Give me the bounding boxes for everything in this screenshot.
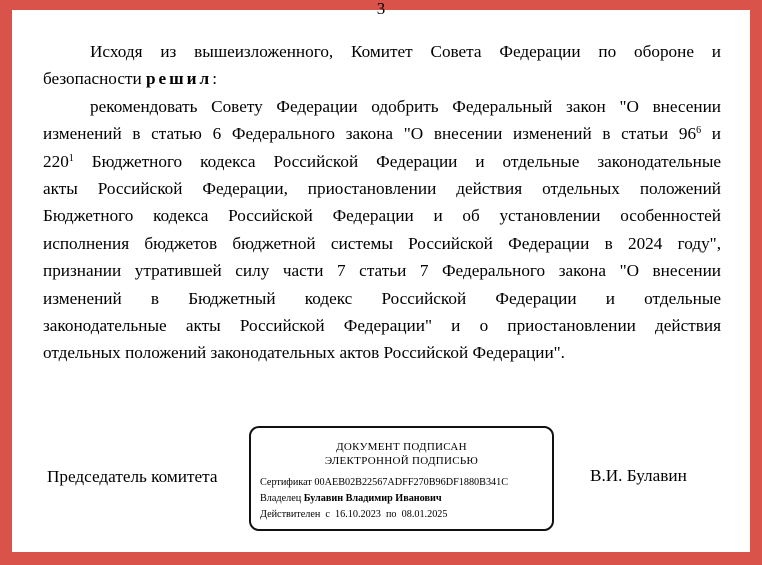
certificate-row bbox=[260, 476, 508, 489]
text-fragment: 220 bbox=[43, 151, 69, 171]
validity-from: 16.10.2023 bbox=[335, 509, 381, 520]
decision-paragraph bbox=[43, 38, 721, 93]
owner-row bbox=[260, 492, 442, 505]
stamp-header-line: ДОКУМЕНТ ПОДПИСАН bbox=[336, 441, 467, 453]
recommendation-paragraph bbox=[43, 93, 721, 367]
text-line: рекомендовать Совету Федерации одобрить Федеральный закон "О внесении bbox=[90, 96, 721, 116]
text-line bbox=[43, 65, 721, 92]
text-line: изменений в Бюджетный кодекс Российской Федерации и отдельные bbox=[43, 288, 721, 308]
certificate-value: 00AEB02B22567ADFF270B96DF1880B341C bbox=[314, 477, 509, 488]
electronic-signature-stamp bbox=[249, 426, 554, 531]
validity-to: 08.01.2025 bbox=[401, 509, 448, 520]
text-line bbox=[43, 148, 721, 175]
text-fragment: : bbox=[212, 69, 217, 89]
document-page bbox=[12, 0, 750, 552]
text-fragment: и bbox=[701, 124, 722, 144]
text-line: исполнения бюджетов бюджетной системы Российской Федерации в 2024 году", bbox=[43, 233, 721, 253]
superscript: 1 bbox=[68, 152, 74, 164]
stamp-header-line: ЭЛЕКТРОННОЙ ПОДПИСЬЮ bbox=[324, 455, 479, 467]
certificate-label: Сертификат bbox=[260, 477, 312, 488]
superscript: 6 bbox=[696, 125, 702, 137]
text-fragment: изменений в статью 6 Федерального закона "О внесении изменений в статьи 96 bbox=[43, 124, 697, 144]
text-line: Бюджетного кодекса Российской Федерации и об установлении особенностей bbox=[43, 206, 721, 226]
text-fragment: Бюджетного кодекса Российской Федерации и отдельные законодательные bbox=[73, 151, 721, 171]
validity-row bbox=[260, 508, 447, 521]
validity-label: Действителен bbox=[260, 509, 321, 520]
signatory-position: Председатель комитета bbox=[47, 467, 218, 486]
decision-word: решил bbox=[145, 69, 213, 89]
text-line: Исходя из вышеизложенного, Комитет Совета Федерации по обороне и bbox=[90, 42, 721, 61]
text-line bbox=[43, 120, 721, 147]
validity-to-label: по bbox=[385, 509, 397, 520]
owner-label: Владелец bbox=[260, 493, 302, 504]
text-line: отдельных положений законодательных актов Российской Федерации". bbox=[43, 343, 565, 363]
validity-from-label: с bbox=[325, 509, 330, 520]
text-line: акты Российской Федерации, приостановлении действия отдельных положений bbox=[43, 179, 721, 199]
stamp-header bbox=[251, 440, 552, 468]
text-fragment: безопасности bbox=[43, 69, 142, 89]
document-body bbox=[43, 38, 721, 367]
page-number: 3 bbox=[376, 0, 386, 18]
owner-value: Булавин Владимир Иванович bbox=[303, 493, 442, 504]
signer-name: В.И. Булавин bbox=[590, 466, 687, 485]
text-line: законодательные акты Российской Федерации" и о приостановлении действия bbox=[43, 316, 721, 336]
text-line: признании утратившей силу части 7 статьи 7 Федерального закона "О внесении bbox=[43, 261, 721, 281]
